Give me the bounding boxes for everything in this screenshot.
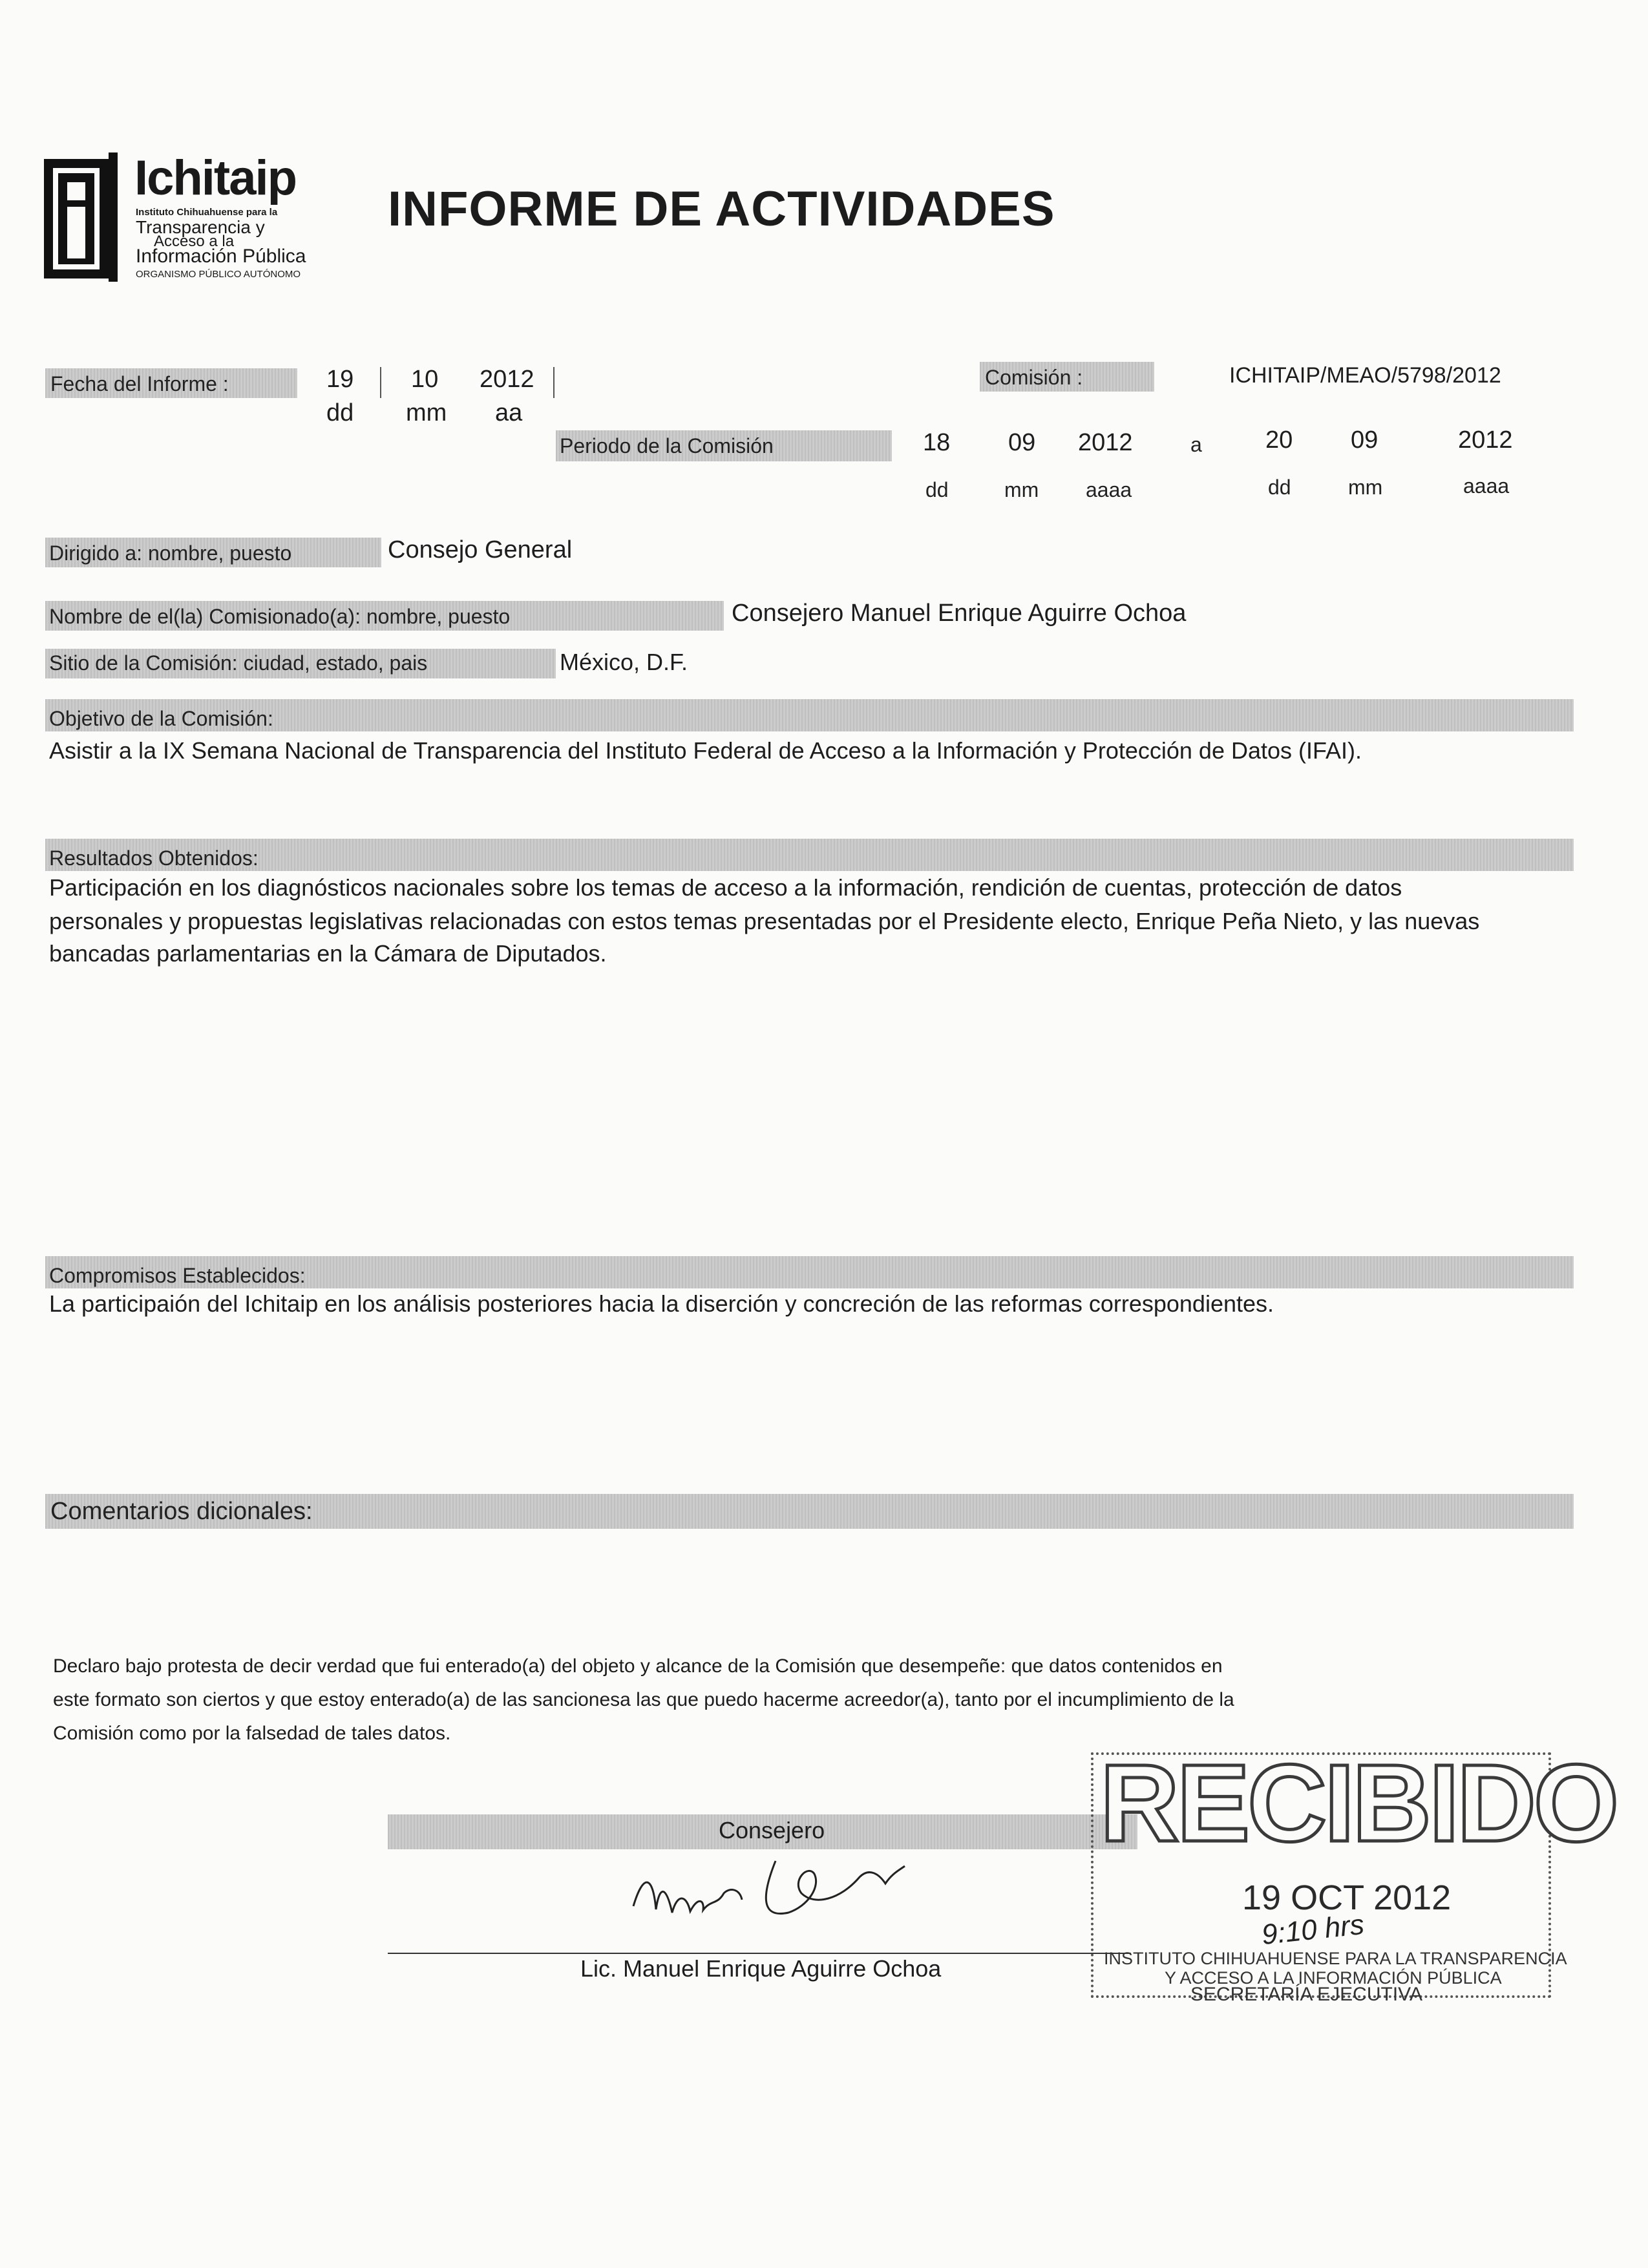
declaracion-line2: este formato son ciertos y que estoy enterado(a) de las sancionesa las que puedo hacerme acreedor(a), tanto por el incumplimiento de la xyxy=(53,1689,1234,1710)
periodo-to-aaaa: 2012 xyxy=(1458,426,1513,454)
logo-name: Ichitaip xyxy=(134,151,297,205)
periodo-from-aaaa: 2012 xyxy=(1078,429,1133,456)
stamp-time: 9:10 hrs xyxy=(1260,1908,1366,1951)
compromisos-text: La participaión del Ichitaip en los análisis posteriores hacia la diserción y concreción de las reformas correspondientes. xyxy=(49,1290,1274,1317)
periodo-from-mm-label: mm xyxy=(1004,478,1039,501)
stamp-date: 19 OCT 2012 xyxy=(1236,1878,1457,1918)
dirigido-value: Consejo General xyxy=(388,536,573,563)
resultados-label-bar xyxy=(45,839,1574,871)
periodo-to-dd: 20 xyxy=(1265,426,1293,454)
comisionado-value: Consejero Manuel Enrique Aguirre Ochoa xyxy=(732,600,1187,627)
comision-value: ICHITAIP/MEAO/5798/2012 xyxy=(1229,363,1501,388)
periodo-to-aaaa-label: aaaa xyxy=(1463,474,1510,498)
signature-line xyxy=(388,1953,1131,1954)
logo-mark-icon xyxy=(44,152,118,282)
periodo-label: Periodo de la Comisión xyxy=(560,434,774,457)
stamp-line2: Y ACCESO A LA INFORMACIÓN PÚBLICA xyxy=(1165,1968,1502,1988)
firma-nombre: Lic. Manuel Enrique Aguirre Ochoa xyxy=(580,1955,942,1982)
stamp-line3: SECRETARÍA EJECUTIVA xyxy=(1190,1984,1422,2005)
fecha-divider-2 xyxy=(553,367,555,398)
periodo-from-aaaa-label: aaaa xyxy=(1086,478,1132,501)
logo xyxy=(44,152,348,282)
fecha-mm-label: mm xyxy=(406,399,447,426)
resultados-line3: bancadas parlamentarias en la Cámara de Diputados. xyxy=(49,940,607,967)
objetivo-text: Asistir a la IX Semana Nacional de Transparencia del Instituto Federal de Acceso a la Información y Protección de Datos (IFAI). xyxy=(49,737,1362,764)
declaracion-line3: Comisión como por la falsedad de tales datos. xyxy=(53,1723,451,1744)
comisionado-label: Nombre de el(la) Comisionado(a): nombre, puesto xyxy=(49,605,511,628)
fecha-dd: 19 xyxy=(326,366,354,393)
objetivo-label-bar xyxy=(45,699,1574,731)
dirigido-label: Dirigido a: nombre, puesto xyxy=(49,541,292,565)
fecha-aa-label: aa xyxy=(495,399,523,426)
resultados-line2: personales y propuestas legislativas relacionadas con estos temas presentadas por el Presidente electo, Enrique Peña Nieto, y las nuevas xyxy=(49,908,1480,934)
firma-cargo: Consejero xyxy=(719,1817,825,1843)
resultados-line1: Participación en los diagnósticos nacionales sobre los temas de acceso a la información, rendición de cuentas, protección de datos xyxy=(49,874,1402,901)
fecha-aa: 2012 xyxy=(480,366,534,393)
periodo-from-mm: 09 xyxy=(1008,429,1036,456)
recibido-stamp xyxy=(1091,1742,1617,2005)
stamp-line1: INSTITUTO CHIHUAHUENSE PARA LA TRANSPARENCIA xyxy=(1104,1949,1567,1968)
periodo-from-dd-label: dd xyxy=(925,478,949,501)
page-title: INFORME DE ACTIVIDADES xyxy=(388,182,1055,236)
logo-line5: ORGANISMO PÚBLICO AUTÓNOMO xyxy=(136,269,301,280)
comision-label: Comisión : xyxy=(985,366,1083,389)
periodo-to-mm-label: mm xyxy=(1348,476,1383,499)
sitio-label: Sitio de la Comisión: ciudad, estado, pais xyxy=(49,651,428,675)
logo-line1: Instituto Chihuahuense para la xyxy=(136,207,278,218)
periodo-sep: a xyxy=(1190,433,1202,456)
fecha-dd-label: dd xyxy=(326,399,354,426)
objetivo-label: Objetivo de la Comisión: xyxy=(49,707,273,730)
logo-line4: Información Pública xyxy=(136,246,306,267)
sitio-value: México, D.F. xyxy=(560,649,688,675)
compromisos-label: Compromisos Establecidos: xyxy=(49,1264,306,1287)
resultados-label: Resultados Obtenidos: xyxy=(49,846,259,870)
stamp-word: RECIBIDO xyxy=(1100,1742,1617,1865)
fecha-divider-1 xyxy=(380,367,381,398)
periodo-to-mm: 09 xyxy=(1351,426,1379,454)
periodo-to-dd-label: dd xyxy=(1268,476,1291,499)
comentarios-label: Comentarios dicionales: xyxy=(50,1498,313,1525)
logo-line3: Acceso a la xyxy=(154,233,235,250)
fecha-label: Fecha del Informe : xyxy=(50,372,229,395)
logo-line2: Transparencia y xyxy=(136,217,265,237)
signature-icon xyxy=(627,1848,911,1945)
fecha-mm: 10 xyxy=(411,366,439,393)
declaracion-line1: Declaro bajo protesta de decir verdad que fui enterado(a) del objeto y alcance de la Comisión que desempeñe: que datos contenidos en xyxy=(53,1655,1223,1677)
periodo-from-dd: 18 xyxy=(923,429,951,456)
